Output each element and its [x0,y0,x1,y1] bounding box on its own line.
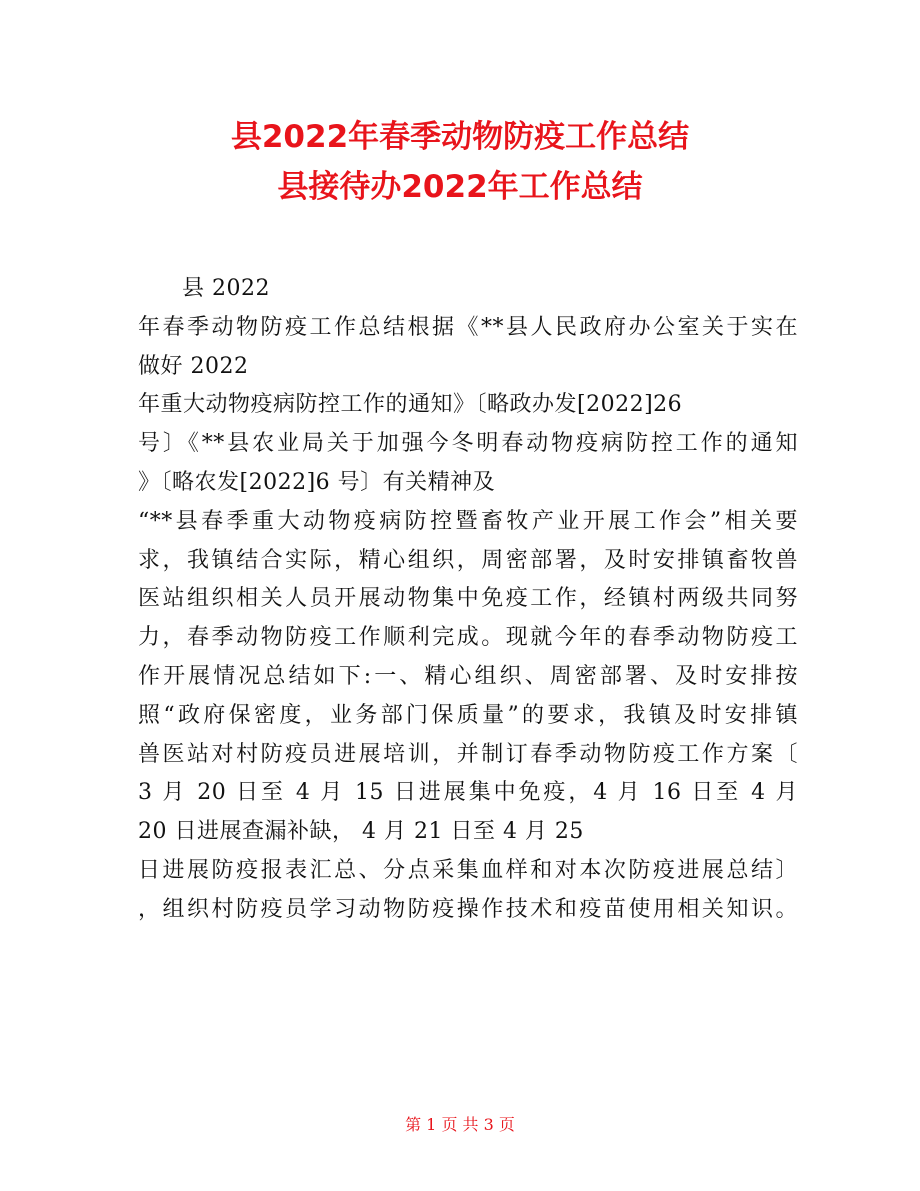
document-title: 县2022年春季动物防疫工作总结 [230,119,690,155]
body-line: 3 月 20 日至 4 月 15 日进展集中免疫，4 月 16 日至 4 月 [138,780,798,806]
body-line: 做好 2022 [138,353,249,379]
body-line: 20 日进展查漏补缺， 4 月 21 日至 4 月 25 [138,819,584,845]
title-block [0,112,920,212]
body-line: 作开展情况总结如下:一、精心组织、周密部署、及时安排按 [138,663,798,689]
document-subtitle: 县接待办2022年工作总结 [277,169,643,205]
body-line: ，组织村防疫员学习动物防疫操作技术和疫苗使用相关知识。 [138,896,798,922]
body-line: 求，我镇结合实际，精心组织，周密部署，及时安排镇畜牧兽 [138,547,798,573]
body-line: 年春季动物防疫工作总结根据《**县人民政府办公室关于实在 [138,314,798,340]
body-line: 》〔略农发[2022]6 号〕有关精神及 [138,469,496,495]
body-line: 县 2022 [182,276,270,301]
body-line: 年重大动物疫病防控工作的通知》〔略政办发[2022]26 [138,392,683,418]
body-line: “**县春季重大动物疫病防控暨畜牧产业开展工作会”相关要 [138,508,798,534]
page-footer: 第 1 页 共 3 页 [405,1115,515,1134]
body-line: 日进展防疫报表汇总、分点采集血样和对本次防疫进展总结〕 [138,857,798,883]
body-line: 兽医站对村防疫员进展培训，并制订春季动物防疫工作方案〔 [138,741,798,767]
body-line: 号〕《**县农业局关于加强今冬明春动物疫病防控工作的通知 [138,431,798,457]
body-line: 照“政府保密度，业务部门保质量”的要求，我镇及时安排镇 [138,702,798,728]
body-line: 力，春季动物防疫工作顺利完成。现就今年的春季动物防疫工 [138,625,798,651]
body-line: 医站组织相关人员开展动物集中免疫工作，经镇村两级共同努 [138,586,798,612]
body-text [138,270,798,930]
